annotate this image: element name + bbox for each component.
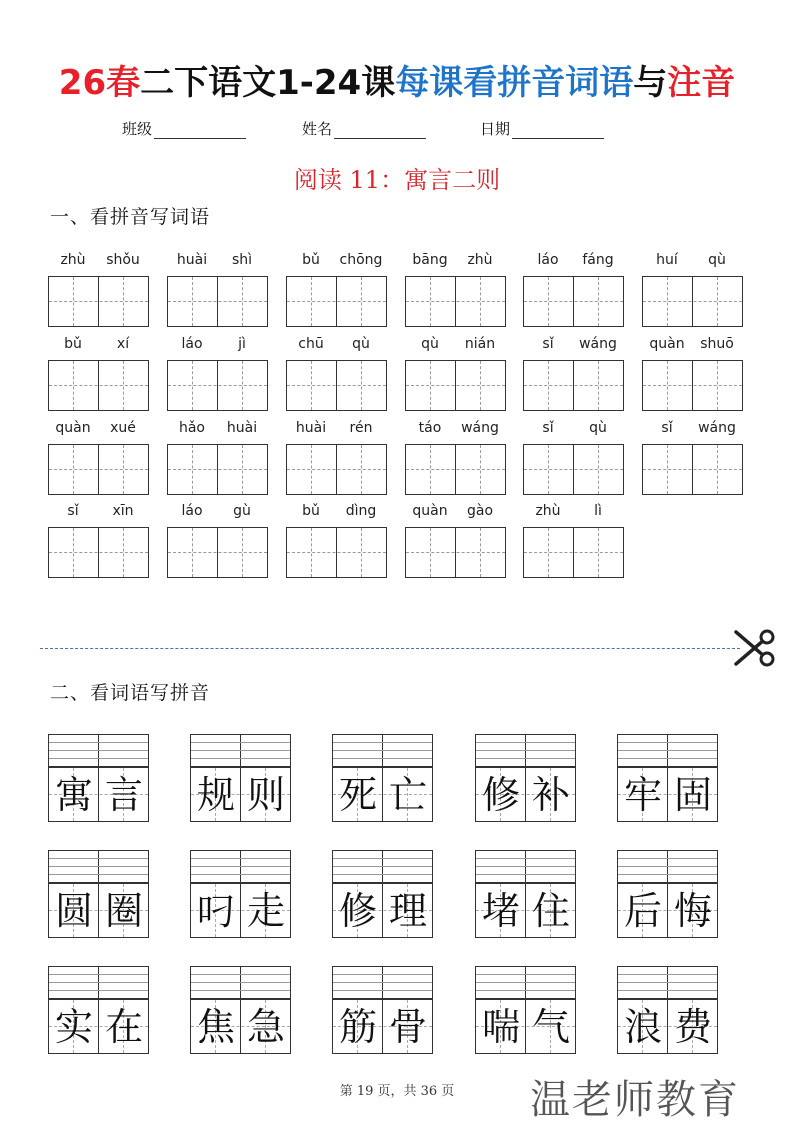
title-part-3: 每课看拼音词语 xyxy=(395,63,634,103)
pinyin-syllable: sǐ xyxy=(67,503,79,519)
word-item xyxy=(190,734,291,822)
pinyin-word-item xyxy=(405,503,506,583)
pinyin-syllable: qù xyxy=(352,336,370,352)
writing-box[interactable] xyxy=(48,527,149,578)
pinyin-syllable: wáng xyxy=(461,420,499,436)
hanzi-character: 修 xyxy=(338,889,377,933)
writing-box[interactable] xyxy=(523,360,624,411)
guide-line xyxy=(618,758,717,759)
pinyin-syllable: xí xyxy=(116,336,130,352)
hanzi-character: 言 xyxy=(104,773,143,817)
character-box xyxy=(617,767,718,822)
guide-line xyxy=(476,974,575,975)
hanzi-character: 焦 xyxy=(196,1005,235,1049)
guide-line xyxy=(406,385,505,386)
pinyin-word-item xyxy=(523,420,624,500)
character-box xyxy=(332,883,433,938)
guide-line xyxy=(618,982,717,983)
guide-line xyxy=(49,385,148,386)
pinyin-syllable: nián xyxy=(464,336,496,352)
guide-line xyxy=(49,982,148,983)
pinyin-syllable: chū xyxy=(298,336,324,352)
student-info-row xyxy=(0,118,794,142)
hanzi-character: 理 xyxy=(388,889,427,933)
guide-line xyxy=(49,974,148,975)
pinyin-word-item xyxy=(48,336,149,416)
character-box xyxy=(190,999,291,1054)
guide-line xyxy=(524,301,623,302)
pinyin-syllable: bāng xyxy=(412,252,448,268)
pinyin-syllable: zhù xyxy=(467,252,493,268)
section-1-heading: 一、看拼音写词语 xyxy=(50,206,211,228)
writing-box[interactable] xyxy=(48,444,149,495)
title-part-4: 与 xyxy=(633,63,668,103)
pinyin-syllable: láo xyxy=(537,252,559,268)
pinyin-syllable: láo xyxy=(181,336,203,352)
page-footer: 第 19 页，共 36 页 xyxy=(339,1084,455,1099)
hanzi-character: 悔 xyxy=(673,889,712,933)
pinyin-row xyxy=(286,503,387,525)
hanzi-character: 费 xyxy=(673,1005,712,1049)
pinyin-syllable: rén xyxy=(349,420,373,436)
writing-box[interactable] xyxy=(642,360,743,411)
guide-line xyxy=(49,742,148,743)
writing-box[interactable] xyxy=(167,360,268,411)
word-item xyxy=(475,966,576,1054)
guide-line xyxy=(476,866,575,867)
pinyin-syllable: gù xyxy=(233,503,251,519)
hanzi-character: 圆 xyxy=(54,889,93,933)
pinyin-row xyxy=(642,252,743,274)
writing-box[interactable] xyxy=(523,527,624,578)
pinyin-syllable: quàn xyxy=(55,420,91,436)
pinyin-row xyxy=(642,420,743,442)
guide-line xyxy=(476,742,575,743)
guide-line xyxy=(643,469,742,470)
pinyin-syllable: bǔ xyxy=(302,503,320,519)
pinyin-row xyxy=(286,252,387,274)
pinyin-row xyxy=(167,503,268,525)
pinyin-word-item xyxy=(642,336,743,416)
guide-line xyxy=(191,974,290,975)
hanzi-character: 死 xyxy=(338,773,377,817)
pinyin-syllable: lì xyxy=(594,503,602,519)
pinyin-row xyxy=(167,252,268,274)
character-box xyxy=(48,999,149,1054)
word-item xyxy=(475,850,576,938)
pinyin-row xyxy=(167,420,268,442)
pinyin-syllable: gào xyxy=(466,503,494,519)
writing-box[interactable] xyxy=(405,360,506,411)
guide-line xyxy=(476,750,575,751)
pinyin-word-item xyxy=(286,503,387,583)
pinyin-syllable: bǔ xyxy=(64,336,82,352)
guide-line xyxy=(406,301,505,302)
pinyin-syllable: jì xyxy=(238,336,246,352)
title-part-1: 26春 xyxy=(58,63,141,103)
writing-box[interactable] xyxy=(48,276,149,327)
writing-box[interactable] xyxy=(523,444,624,495)
guide-line xyxy=(333,874,432,875)
pinyin-word-item xyxy=(48,420,149,500)
pinyin-word-item xyxy=(523,503,624,583)
guide-line xyxy=(643,385,742,386)
pinyin-syllable: huí xyxy=(656,252,678,268)
guide-line xyxy=(168,552,267,553)
pinyin-word-item xyxy=(523,336,624,416)
guide-line xyxy=(618,974,717,975)
pinyin-row xyxy=(405,503,506,525)
pinyin-syllable: wáng xyxy=(579,336,617,352)
pinyin-row xyxy=(48,252,149,274)
guide-line xyxy=(333,866,432,867)
pinyin-syllable: quàn xyxy=(649,336,685,352)
guide-line xyxy=(49,750,148,751)
writing-box[interactable] xyxy=(286,360,387,411)
hanzi-character: 在 xyxy=(104,1005,143,1049)
writing-box[interactable] xyxy=(167,444,268,495)
writing-box[interactable] xyxy=(405,444,506,495)
pinyin-writing-lines[interactable] xyxy=(617,966,718,999)
pinyin-word-item xyxy=(48,252,149,332)
guide-line xyxy=(191,982,290,983)
pinyin-writing-lines[interactable] xyxy=(332,966,433,999)
word-item xyxy=(617,734,718,822)
word-item xyxy=(332,734,433,822)
hanzi-character: 规 xyxy=(196,773,235,817)
pinyin-syllable: qù xyxy=(708,252,726,268)
scissors-icon xyxy=(730,626,776,670)
character-box xyxy=(475,767,576,822)
pinyin-word-item xyxy=(286,420,387,500)
guide-line xyxy=(191,758,290,759)
guide-line xyxy=(476,874,575,875)
pinyin-writing-lines[interactable] xyxy=(48,850,149,883)
lesson-subtitle: 阅读 11：寓言二则 xyxy=(293,166,501,194)
watermark-text: 温老师教育 xyxy=(530,1077,740,1123)
guide-line xyxy=(524,552,623,553)
pinyin-word-item xyxy=(642,420,743,500)
pinyin-row xyxy=(523,420,624,442)
character-box xyxy=(475,999,576,1054)
hanzi-character: 修 xyxy=(481,773,520,817)
guide-line xyxy=(618,742,717,743)
pinyin-writing-lines[interactable] xyxy=(190,734,291,767)
guide-line xyxy=(476,982,575,983)
word-item xyxy=(617,966,718,1054)
pinyin-word-item xyxy=(405,420,506,500)
pinyin-syllable: shuō xyxy=(700,336,734,352)
pinyin-word-item xyxy=(286,252,387,332)
pinyin-word-item xyxy=(405,252,506,332)
guide-line xyxy=(191,750,290,751)
character-box xyxy=(475,883,576,938)
pinyin-writing-lines[interactable] xyxy=(475,850,576,883)
title-part-2: 二下语文1-24课 xyxy=(140,63,396,103)
guide-line xyxy=(333,858,432,859)
hanzi-character: 浪 xyxy=(623,1005,662,1049)
pinyin-row xyxy=(405,336,506,358)
pinyin-row xyxy=(405,420,506,442)
guide-line xyxy=(49,301,148,302)
pinyin-syllable: sǐ xyxy=(542,420,554,436)
guide-line xyxy=(168,385,267,386)
guide-line xyxy=(333,974,432,975)
pinyin-syllable: hǎo xyxy=(178,420,206,436)
pinyin-row xyxy=(523,252,624,274)
pinyin-row xyxy=(286,420,387,442)
class-field[interactable] xyxy=(122,118,246,139)
pinyin-syllable: huài xyxy=(226,420,258,436)
pinyin-word-item xyxy=(167,252,268,332)
hanzi-character: 急 xyxy=(246,1005,285,1049)
pinyin-word-item xyxy=(167,420,268,500)
word-item xyxy=(48,734,149,822)
hanzi-character: 走 xyxy=(246,889,285,933)
word-item xyxy=(332,850,433,938)
guide-line xyxy=(49,990,148,991)
character-box xyxy=(48,883,149,938)
guide-line xyxy=(333,742,432,743)
guide-line xyxy=(191,990,290,991)
hanzi-character: 骨 xyxy=(388,1005,427,1049)
writing-box[interactable] xyxy=(405,276,506,327)
guide-line xyxy=(333,750,432,751)
pinyin-row xyxy=(48,503,149,525)
pinyin-word-item xyxy=(286,336,387,416)
character-box xyxy=(332,767,433,822)
guide-line xyxy=(287,469,386,470)
hanzi-character: 叼 xyxy=(196,889,235,933)
hanzi-character: 则 xyxy=(246,773,285,817)
hanzi-character: 圈 xyxy=(104,889,143,933)
pinyin-writing-lines[interactable] xyxy=(617,850,718,883)
guide-line xyxy=(333,990,432,991)
guide-line xyxy=(476,758,575,759)
name-field[interactable] xyxy=(302,118,426,139)
character-box xyxy=(190,767,291,822)
character-box xyxy=(332,999,433,1054)
class-label: 班级 xyxy=(122,120,153,138)
guide-line xyxy=(49,858,148,859)
name-blank[interactable] xyxy=(334,123,426,139)
pinyin-syllable: bǔ xyxy=(302,252,320,268)
pinyin-row xyxy=(642,336,743,358)
word-item xyxy=(475,734,576,822)
guide-line xyxy=(287,301,386,302)
character-box xyxy=(617,883,718,938)
class-blank[interactable] xyxy=(154,123,246,139)
hanzi-character: 亡 xyxy=(388,773,427,817)
writing-box[interactable] xyxy=(286,276,387,327)
pinyin-syllable: xué xyxy=(110,420,136,436)
pinyin-syllable: sǐ xyxy=(661,420,673,436)
pinyin-syllable: xīn xyxy=(112,503,134,519)
pinyin-syllable: huài xyxy=(176,252,208,268)
guide-line xyxy=(524,469,623,470)
pinyin-row xyxy=(48,336,149,358)
pinyin-word-item xyxy=(48,503,149,583)
hanzi-character: 后 xyxy=(623,889,662,933)
writing-box[interactable] xyxy=(286,444,387,495)
date-blank[interactable] xyxy=(512,123,604,139)
character-box xyxy=(617,999,718,1054)
pinyin-syllable: zhù xyxy=(535,503,561,519)
writing-box[interactable] xyxy=(405,527,506,578)
hanzi-character: 气 xyxy=(531,1005,570,1049)
pinyin-writing-lines[interactable] xyxy=(475,734,576,767)
guide-line xyxy=(618,750,717,751)
pinyin-syllable: quàn xyxy=(412,503,448,519)
pinyin-syllable: huài xyxy=(295,420,327,436)
writing-box[interactable] xyxy=(167,276,268,327)
pinyin-row xyxy=(523,336,624,358)
pinyin-row xyxy=(167,336,268,358)
pinyin-writing-lines[interactable] xyxy=(190,966,291,999)
title-part-5: 注音 xyxy=(667,63,736,103)
guide-line xyxy=(191,874,290,875)
writing-box[interactable] xyxy=(167,527,268,578)
guide-line xyxy=(191,742,290,743)
guide-line xyxy=(618,874,717,875)
word-item xyxy=(48,850,149,938)
guide-line xyxy=(49,866,148,867)
pinyin-row xyxy=(48,420,149,442)
guide-line xyxy=(618,990,717,991)
hanzi-character: 寓 xyxy=(54,773,93,817)
hanzi-character: 堵 xyxy=(481,889,520,933)
character-box xyxy=(48,767,149,822)
pinyin-syllable: sǐ xyxy=(542,336,554,352)
pinyin-syllable: dìng xyxy=(345,503,377,519)
pinyin-writing-lines[interactable] xyxy=(48,734,149,767)
hanzi-character: 住 xyxy=(531,889,570,933)
pinyin-syllable: chōng xyxy=(339,252,383,268)
guide-line xyxy=(49,874,148,875)
pinyin-row xyxy=(405,252,506,274)
pinyin-word-item xyxy=(405,336,506,416)
word-item xyxy=(332,966,433,1054)
pinyin-row xyxy=(523,503,624,525)
pinyin-row xyxy=(286,336,387,358)
guide-line xyxy=(406,552,505,553)
writing-box[interactable] xyxy=(642,276,743,327)
pinyin-syllable: qù xyxy=(589,420,607,436)
guide-line xyxy=(476,990,575,991)
guide-line xyxy=(406,469,505,470)
guide-line xyxy=(643,301,742,302)
pinyin-writing-lines[interactable] xyxy=(475,966,576,999)
pinyin-syllable: láo xyxy=(181,503,203,519)
guide-line xyxy=(618,858,717,859)
pinyin-syllable: shì xyxy=(231,252,253,268)
pinyin-writing-lines[interactable] xyxy=(332,734,433,767)
guide-line xyxy=(49,758,148,759)
writing-box[interactable] xyxy=(642,444,743,495)
guide-line xyxy=(287,552,386,553)
guide-line xyxy=(191,858,290,859)
page-title xyxy=(0,55,794,104)
word-item xyxy=(190,850,291,938)
cut-line-divider xyxy=(40,648,740,649)
pinyin-writing-lines[interactable] xyxy=(48,966,149,999)
writing-box[interactable] xyxy=(48,360,149,411)
guide-line xyxy=(476,858,575,859)
hanzi-character: 固 xyxy=(673,773,712,817)
writing-box[interactable] xyxy=(286,527,387,578)
pinyin-syllable: táo xyxy=(418,420,442,436)
name-label: 姓名 xyxy=(302,120,333,138)
pinyin-writing-lines[interactable] xyxy=(617,734,718,767)
guide-line xyxy=(168,301,267,302)
guide-line xyxy=(333,982,432,983)
word-item xyxy=(190,966,291,1054)
pinyin-word-item xyxy=(167,503,268,583)
pinyin-word-item xyxy=(523,252,624,332)
guide-line xyxy=(618,866,717,867)
guide-line xyxy=(287,385,386,386)
pinyin-syllable: fáng xyxy=(582,252,614,268)
character-box xyxy=(190,883,291,938)
word-item xyxy=(48,966,149,1054)
guide-line xyxy=(191,866,290,867)
pinyin-writing-lines[interactable] xyxy=(190,850,291,883)
section-2-heading: 二、看词语写拼音 xyxy=(50,682,211,704)
hanzi-character: 牢 xyxy=(623,773,662,817)
guide-line xyxy=(49,552,148,553)
pinyin-syllable: shǒu xyxy=(106,252,140,268)
guide-line xyxy=(168,469,267,470)
pinyin-word-item xyxy=(642,252,743,332)
hanzi-character: 补 xyxy=(531,773,570,817)
date-label: 日期 xyxy=(480,120,511,138)
pinyin-syllable: wáng xyxy=(698,420,736,436)
guide-line xyxy=(524,385,623,386)
pinyin-word-item xyxy=(167,336,268,416)
pinyin-writing-lines[interactable] xyxy=(332,850,433,883)
guide-line xyxy=(333,758,432,759)
hanzi-character: 喘 xyxy=(481,1005,520,1049)
writing-box[interactable] xyxy=(523,276,624,327)
hanzi-character: 筋 xyxy=(338,1005,377,1049)
pinyin-syllable: qù xyxy=(421,336,439,352)
guide-line xyxy=(49,469,148,470)
word-item xyxy=(617,850,718,938)
date-field[interactable] xyxy=(480,118,604,139)
pinyin-syllable: zhù xyxy=(60,252,86,268)
hanzi-character: 实 xyxy=(54,1005,93,1049)
